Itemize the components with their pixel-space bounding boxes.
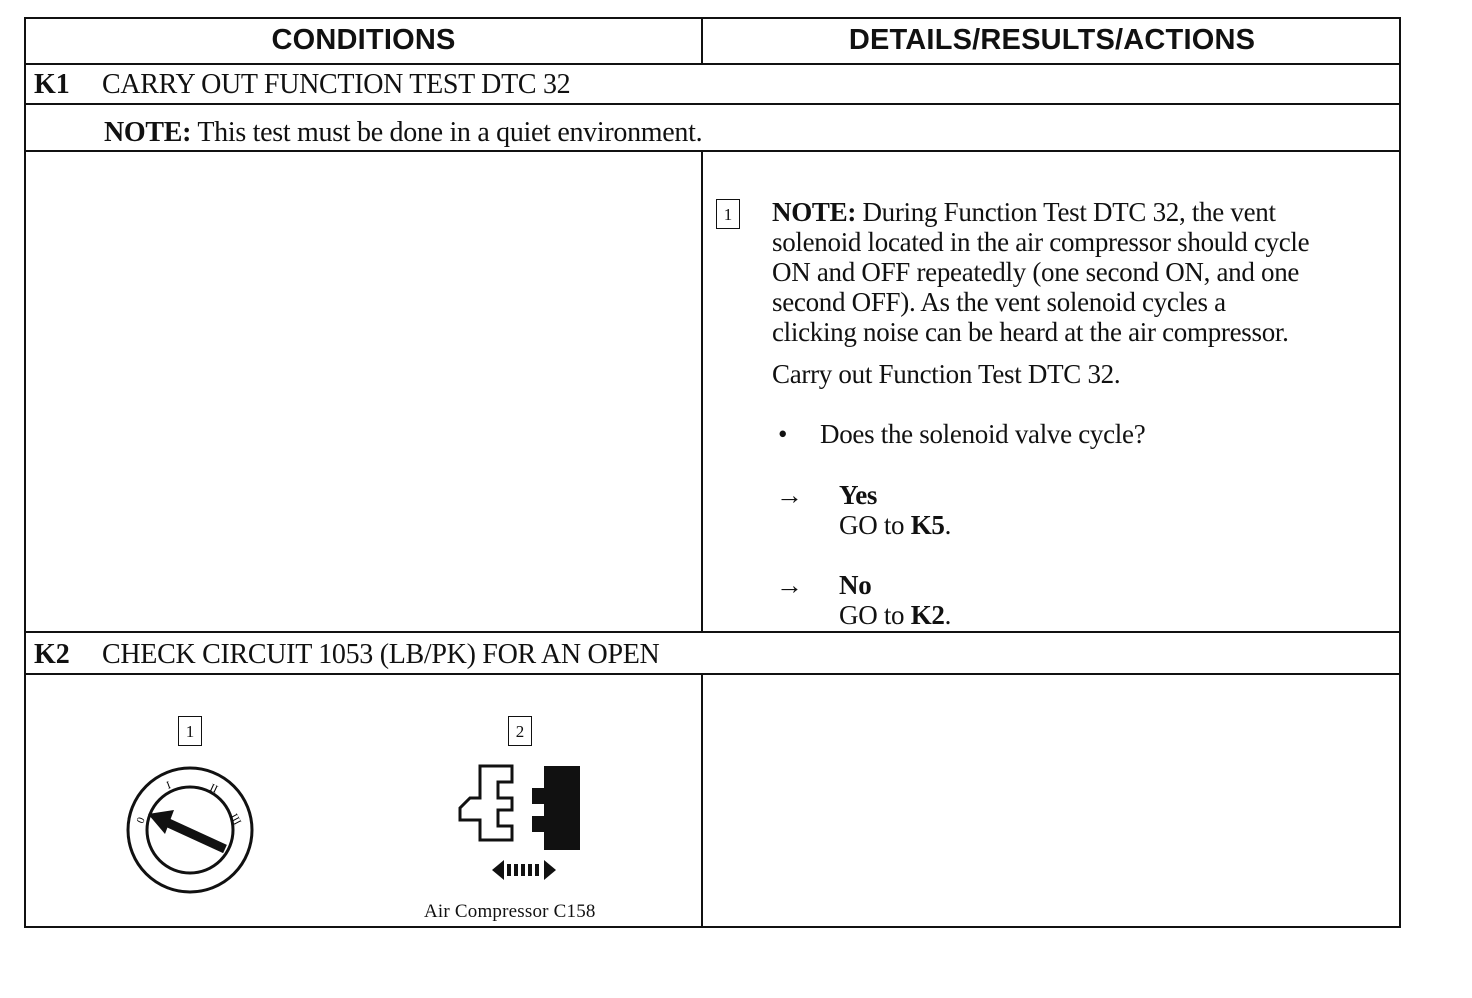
- detail-note-line: ON and OFF repeatedly (one second ON, and one: [772, 257, 1300, 287]
- dial-label: 0: [134, 815, 148, 826]
- k1-note-divider: [26, 150, 1399, 152]
- detail-note-line: clicking noise can be heard at the air compressor.: [772, 317, 1289, 347]
- step-number-box: 1: [716, 199, 740, 229]
- note-label: NOTE:: [104, 117, 192, 148]
- k1-body-divider: [26, 631, 1399, 633]
- detail-note: [772, 197, 1309, 347]
- question-text: Does the solenoid valve cycle?: [820, 419, 1146, 449]
- result-answer: Yes: [839, 480, 878, 510]
- k1-environment-note: [104, 117, 702, 149]
- detail-note-line: NOTE: During Function Test DTC 32, the vent: [772, 197, 1276, 227]
- result-no: No GO to K2.: [839, 570, 952, 630]
- dial-label: III: [227, 811, 244, 828]
- dial-label: II: [207, 781, 220, 796]
- note-text: This test must be done in a quiet environment.: [191, 117, 703, 148]
- dial-label: I: [164, 779, 173, 792]
- k1-title-divider: [26, 103, 1399, 105]
- column-divider-k2: [701, 673, 703, 928]
- step-title-k1: CARRY OUT FUNCTION TEST DTC 32: [102, 69, 571, 100]
- figure-number-box: 2: [508, 716, 532, 746]
- connector-disconnect-icon: [456, 764, 586, 884]
- arrow-icon: →: [776, 570, 803, 600]
- connector-caption: Air Compressor C158: [424, 901, 596, 922]
- header-divider: [26, 63, 1399, 65]
- step-id-k2: K2: [34, 639, 70, 670]
- go-target: K2: [910, 600, 945, 630]
- k2-title-divider: [26, 673, 1399, 675]
- conditions-header: CONDITIONS: [271, 24, 456, 56]
- details-header: DETAILS/RESULTS/ACTIONS: [848, 24, 1256, 56]
- detail-note-line: second OFF). As the vent solenoid cycles a: [772, 287, 1226, 317]
- go-target: K5: [910, 510, 945, 540]
- diagnostic-table: [24, 17, 1401, 928]
- ignition-switch-off-icon: [124, 764, 256, 896]
- detail-note-line: solenoid located in the air compressor should cycle: [772, 227, 1310, 257]
- step-id-k1: K1: [34, 69, 70, 100]
- bullet: •: [778, 419, 788, 449]
- result-answer: No: [839, 570, 872, 600]
- step-title-k2: CHECK CIRCUIT 1053 (LB/PK) FOR AN OPEN: [102, 639, 660, 670]
- detail-note-label: NOTE:: [772, 197, 857, 227]
- action-text: Carry out Function Test DTC 32.: [772, 359, 1121, 389]
- result-yes: Yes GO to K5.: [839, 480, 952, 540]
- figure-number-box: 1: [178, 716, 202, 746]
- arrow-icon: →: [776, 480, 803, 510]
- column-divider-k1: [701, 150, 703, 631]
